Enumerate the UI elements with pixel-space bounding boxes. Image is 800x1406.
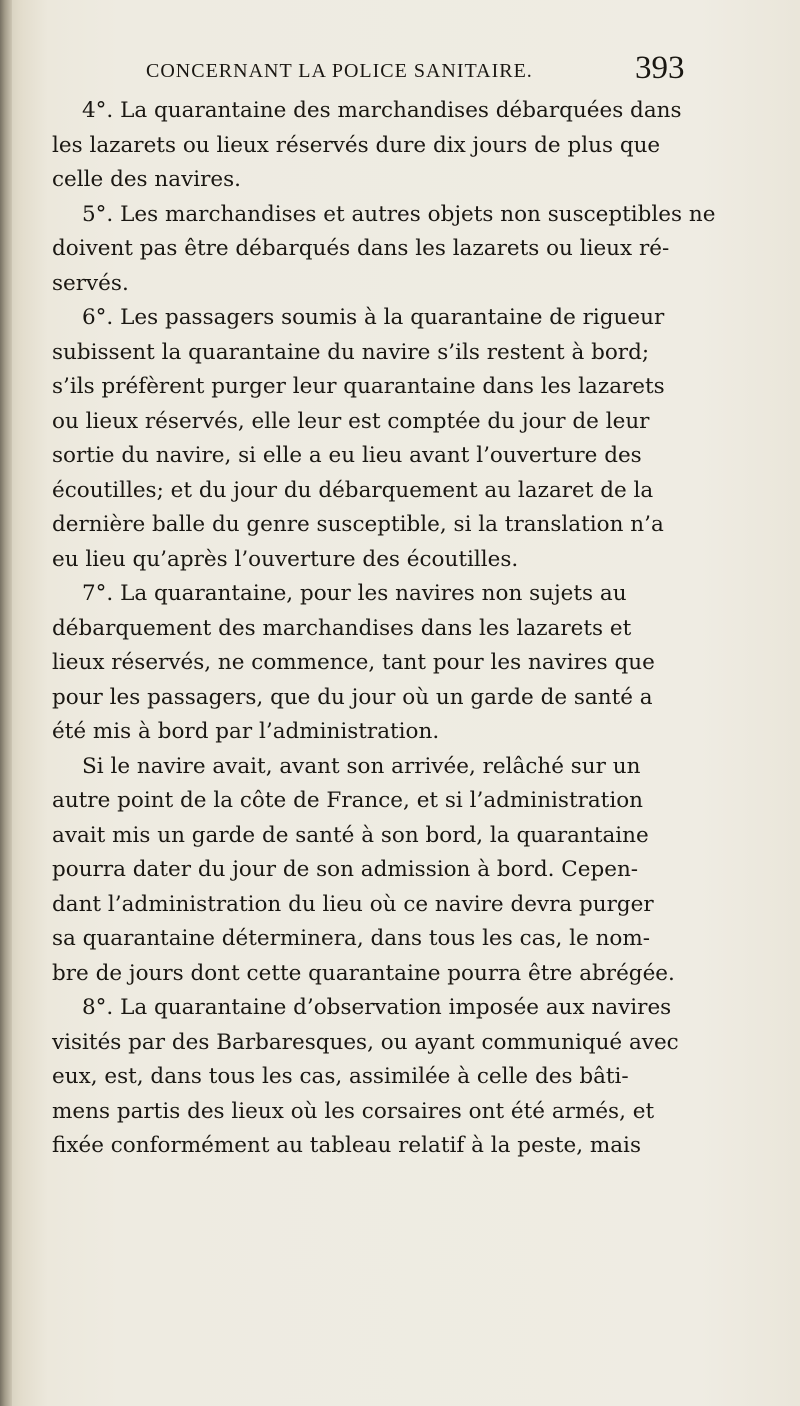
text-line: sa quarantaine déterminera, dans tous les cas, le nom- (52, 926, 651, 951)
text-line: pourra dater du jour de son admission à bord. Cepen- (52, 857, 639, 882)
text-line: eu lieu qu’après l’ouverture des écoutilles. (52, 546, 519, 572)
text-line: Si le navire avait, avant son arrivée, relâché sur un (82, 753, 641, 779)
text-line: écoutilles; et du jour du débarquement au lazaret de la (52, 477, 654, 503)
text-line: servés. (52, 270, 129, 296)
text-line: eux, est, dans tous les cas, assimilée à celle des bâti- (52, 1064, 629, 1089)
text-line: fixée conformément au tableau relatif à la peste, mais (52, 1133, 641, 1158)
text-line: bre de jours dont cette quarantaine pourra être abrégée. (52, 960, 675, 986)
text-line: mens partis des lieux où les corsaires ont été armés, et (52, 1098, 655, 1124)
text-line: dernière balle du genre susceptible, si la translation n’a (52, 512, 664, 537)
page-header (0, 50, 800, 90)
text-line: 4°. La quarantaine des marchandises débarquées dans (82, 98, 682, 123)
text-line: avait mis un garde de santé à son bord, la quarantaine (52, 822, 649, 848)
text-line: lieux réservés, ne commence, tant pour les navires que (52, 650, 655, 675)
text-line: 6°. Les passagers soumis à la quarantaine de rigueur (82, 305, 665, 330)
text-line: visités par des Barbaresques, ou ayant communiqué avec (52, 1029, 679, 1055)
page-binding-edge (0, 0, 12, 1406)
text-line: s’ils préfèrent purger leur quarantaine dans les lazarets (52, 374, 665, 399)
page-number: 393 (635, 50, 685, 86)
text-line: pour les passagers, que du jour où un garde de santé a (52, 684, 653, 710)
text-line: dant l’administration du lieu où ce navire devra purger (52, 891, 654, 917)
text-line: été mis à bord par l’administration. (52, 719, 440, 744)
running-title: CONCERNANT LA POLICE SANITAIRE. (146, 60, 533, 82)
text-line: autre point de la côte de France, et si l’administration (52, 788, 643, 813)
text-line: doivent pas être débarqués dans les lazarets ou lieux ré- (52, 236, 670, 261)
text-line: 7°. La quarantaine, pour les navires non sujets au (82, 581, 627, 606)
text-line: débarquement des marchandises dans les lazarets et (52, 615, 632, 641)
text-line: ou lieux réservés, elle leur est comptée du jour de leur (52, 408, 650, 434)
text-line: celle des navires. (52, 167, 241, 192)
text-line: subissent la quarantaine du navire s’ils restent à bord; (52, 339, 650, 365)
text-line: 5°. Les marchandises et autres objets non susceptibles ne (82, 201, 716, 227)
text-line: sortie du navire, si elle a eu lieu avant l’ouverture des (52, 443, 642, 468)
text-line: 8°. La quarantaine d’observation imposée aux navires (82, 995, 672, 1020)
text-line: les lazarets ou lieux réservés dure dix jours de plus que (52, 132, 661, 158)
